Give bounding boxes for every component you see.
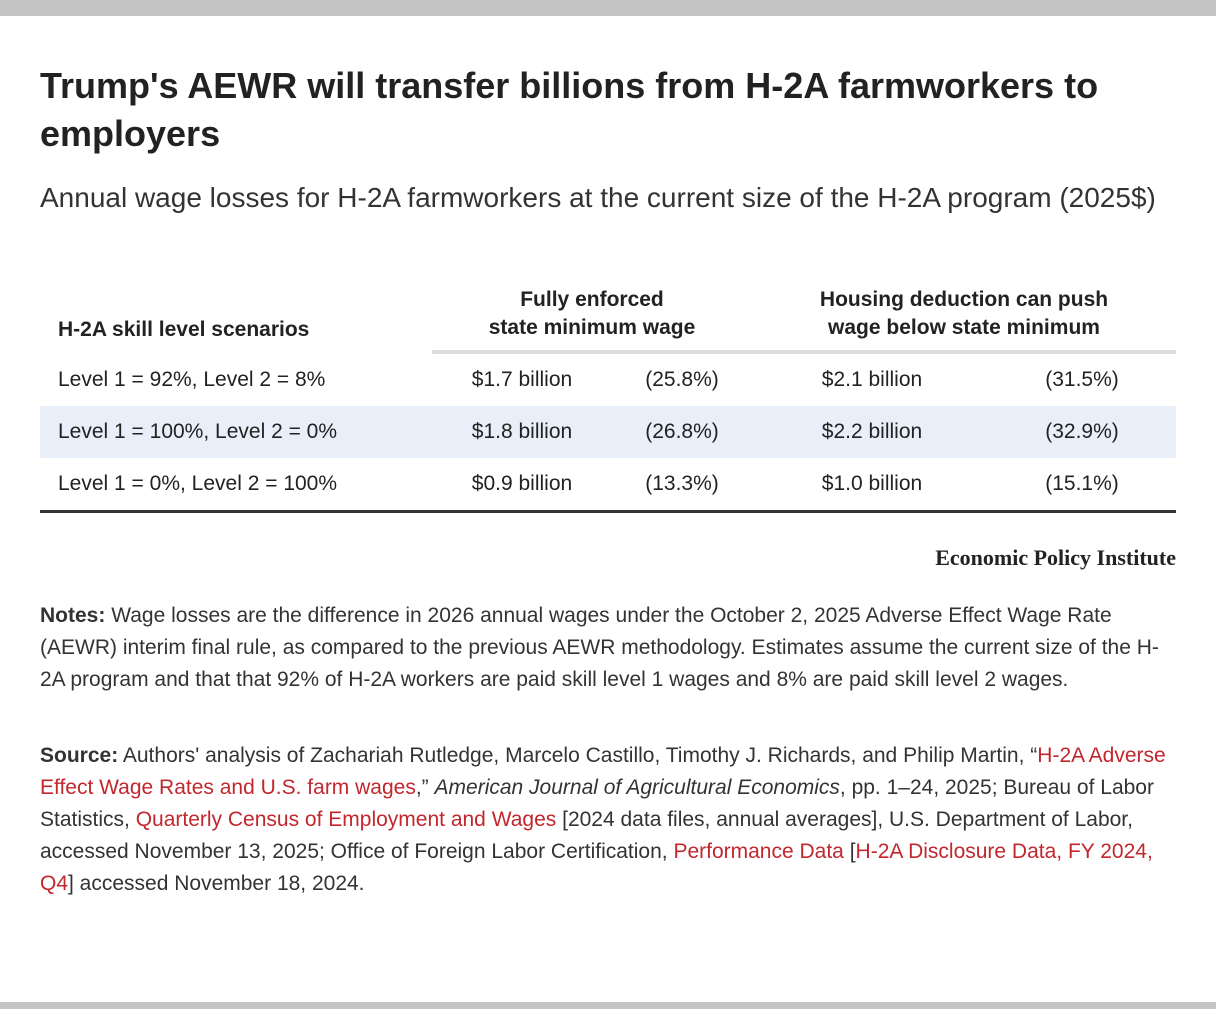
source-text-1: Authors' analysis of Zachariah Rutledge, Marcelo Castillo, Timothy J. Richards, and Philip Martin, “ — [122, 744, 1038, 767]
source-label: Source: — [40, 744, 119, 767]
cell-housing-percent: (31.5%) — [1045, 368, 1119, 391]
source-text-6: ] accessed November 18, 2024. — [68, 872, 365, 895]
link-h2a-disclosure-data[interactable]: H-2A Disclosure Data, FY 2024, Q4 — [40, 840, 1153, 895]
cell-fully-enforced-value: $1.8 billion — [471, 420, 573, 443]
journal-name: American Journal of Agricultural Economics — [434, 776, 840, 799]
source-text-2: ,” — [415, 776, 435, 799]
cell-housing-value: $2.2 billion — [821, 420, 923, 443]
cell-scenario: Level 1 = 92%, Level 2 = 8% — [58, 368, 326, 391]
notes — [40, 600, 1176, 696]
cell-fully-enforced-percent: (25.8%) — [645, 368, 719, 391]
publisher-logo: Economic Policy Institute — [935, 545, 1176, 570]
header-housing-deduction-line-2: wage below state minimum — [828, 316, 1100, 339]
cell-fully-enforced-value: $0.9 billion — [471, 472, 573, 495]
cell-fully-enforced-percent: (13.3%) — [645, 472, 719, 495]
header-fully-enforced — [432, 286, 752, 342]
header-housing-deduction — [782, 286, 1146, 342]
cell-scenario: Level 1 = 0%, Level 2 = 100% — [58, 472, 338, 495]
table-row — [40, 458, 1176, 510]
cell-housing-value: $1.0 billion — [821, 472, 923, 495]
cell-scenario: Level 1 = 100%, Level 2 = 0% — [58, 420, 338, 443]
table-bottom-rule — [40, 510, 1176, 513]
notes-text: Wage losses are the difference in 2026 annual wages under the October 2, 2025 Adverse Effect Wage Rate (AEWR) interim final rule, as compared to the previous AEWR methodology. Estimates assume the current size of the H-2A program and that that 92% of H-2A workers are paid skill level 1 wages and 8% are paid skill level 2 wages. — [40, 604, 1159, 691]
source-text-3: , pp. 1–24, 2025; Bureau of Labor Statistics, — [40, 776, 1154, 831]
header-fully-enforced-line-1: Fully enforced — [520, 288, 664, 311]
table-row — [40, 406, 1176, 458]
link-aewr-article[interactable]: H-2A Adverse Effect Wage Rates and U.S. farm wages — [40, 744, 1166, 799]
cell-housing-percent: (15.1%) — [1045, 472, 1119, 495]
notes-label: Notes: — [40, 604, 106, 627]
source-citation — [40, 740, 1176, 900]
table-row — [40, 354, 1176, 406]
cell-fully-enforced-percent: (26.8%) — [645, 420, 719, 443]
chart-subtitle: Annual wage losses for H-2A farmworkers at the current size of the H-2A program (2025$) — [40, 182, 1156, 213]
link-qcew[interactable]: Quarterly Census of Employment and Wages — [135, 808, 557, 831]
link-performance-data[interactable]: Performance Data — [673, 840, 844, 863]
cell-housing-value: $2.1 billion — [821, 368, 923, 391]
cell-housing-percent: (32.9%) — [1045, 420, 1119, 443]
header-fully-enforced-line-2: state minimum wage — [488, 316, 696, 339]
chart-title: Trump's AEWR will transfer billions from H-2A farmworkers to employers — [40, 65, 1099, 154]
top-frame-bar — [0, 0, 1216, 16]
bottom-frame-bar — [0, 1002, 1216, 1009]
source-text-5: [ — [843, 840, 856, 863]
header-scenario: H-2A skill level scenarios — [58, 318, 310, 341]
header-housing-deduction-line-1: Housing deduction can push — [819, 288, 1109, 311]
cell-fully-enforced-value: $1.7 billion — [471, 368, 573, 391]
source-text-4: [2024 data files, annual averages], U.S. Department of Labor, accessed November 13, 2025; Office of Foreign Labor Certification, — [40, 808, 1133, 863]
